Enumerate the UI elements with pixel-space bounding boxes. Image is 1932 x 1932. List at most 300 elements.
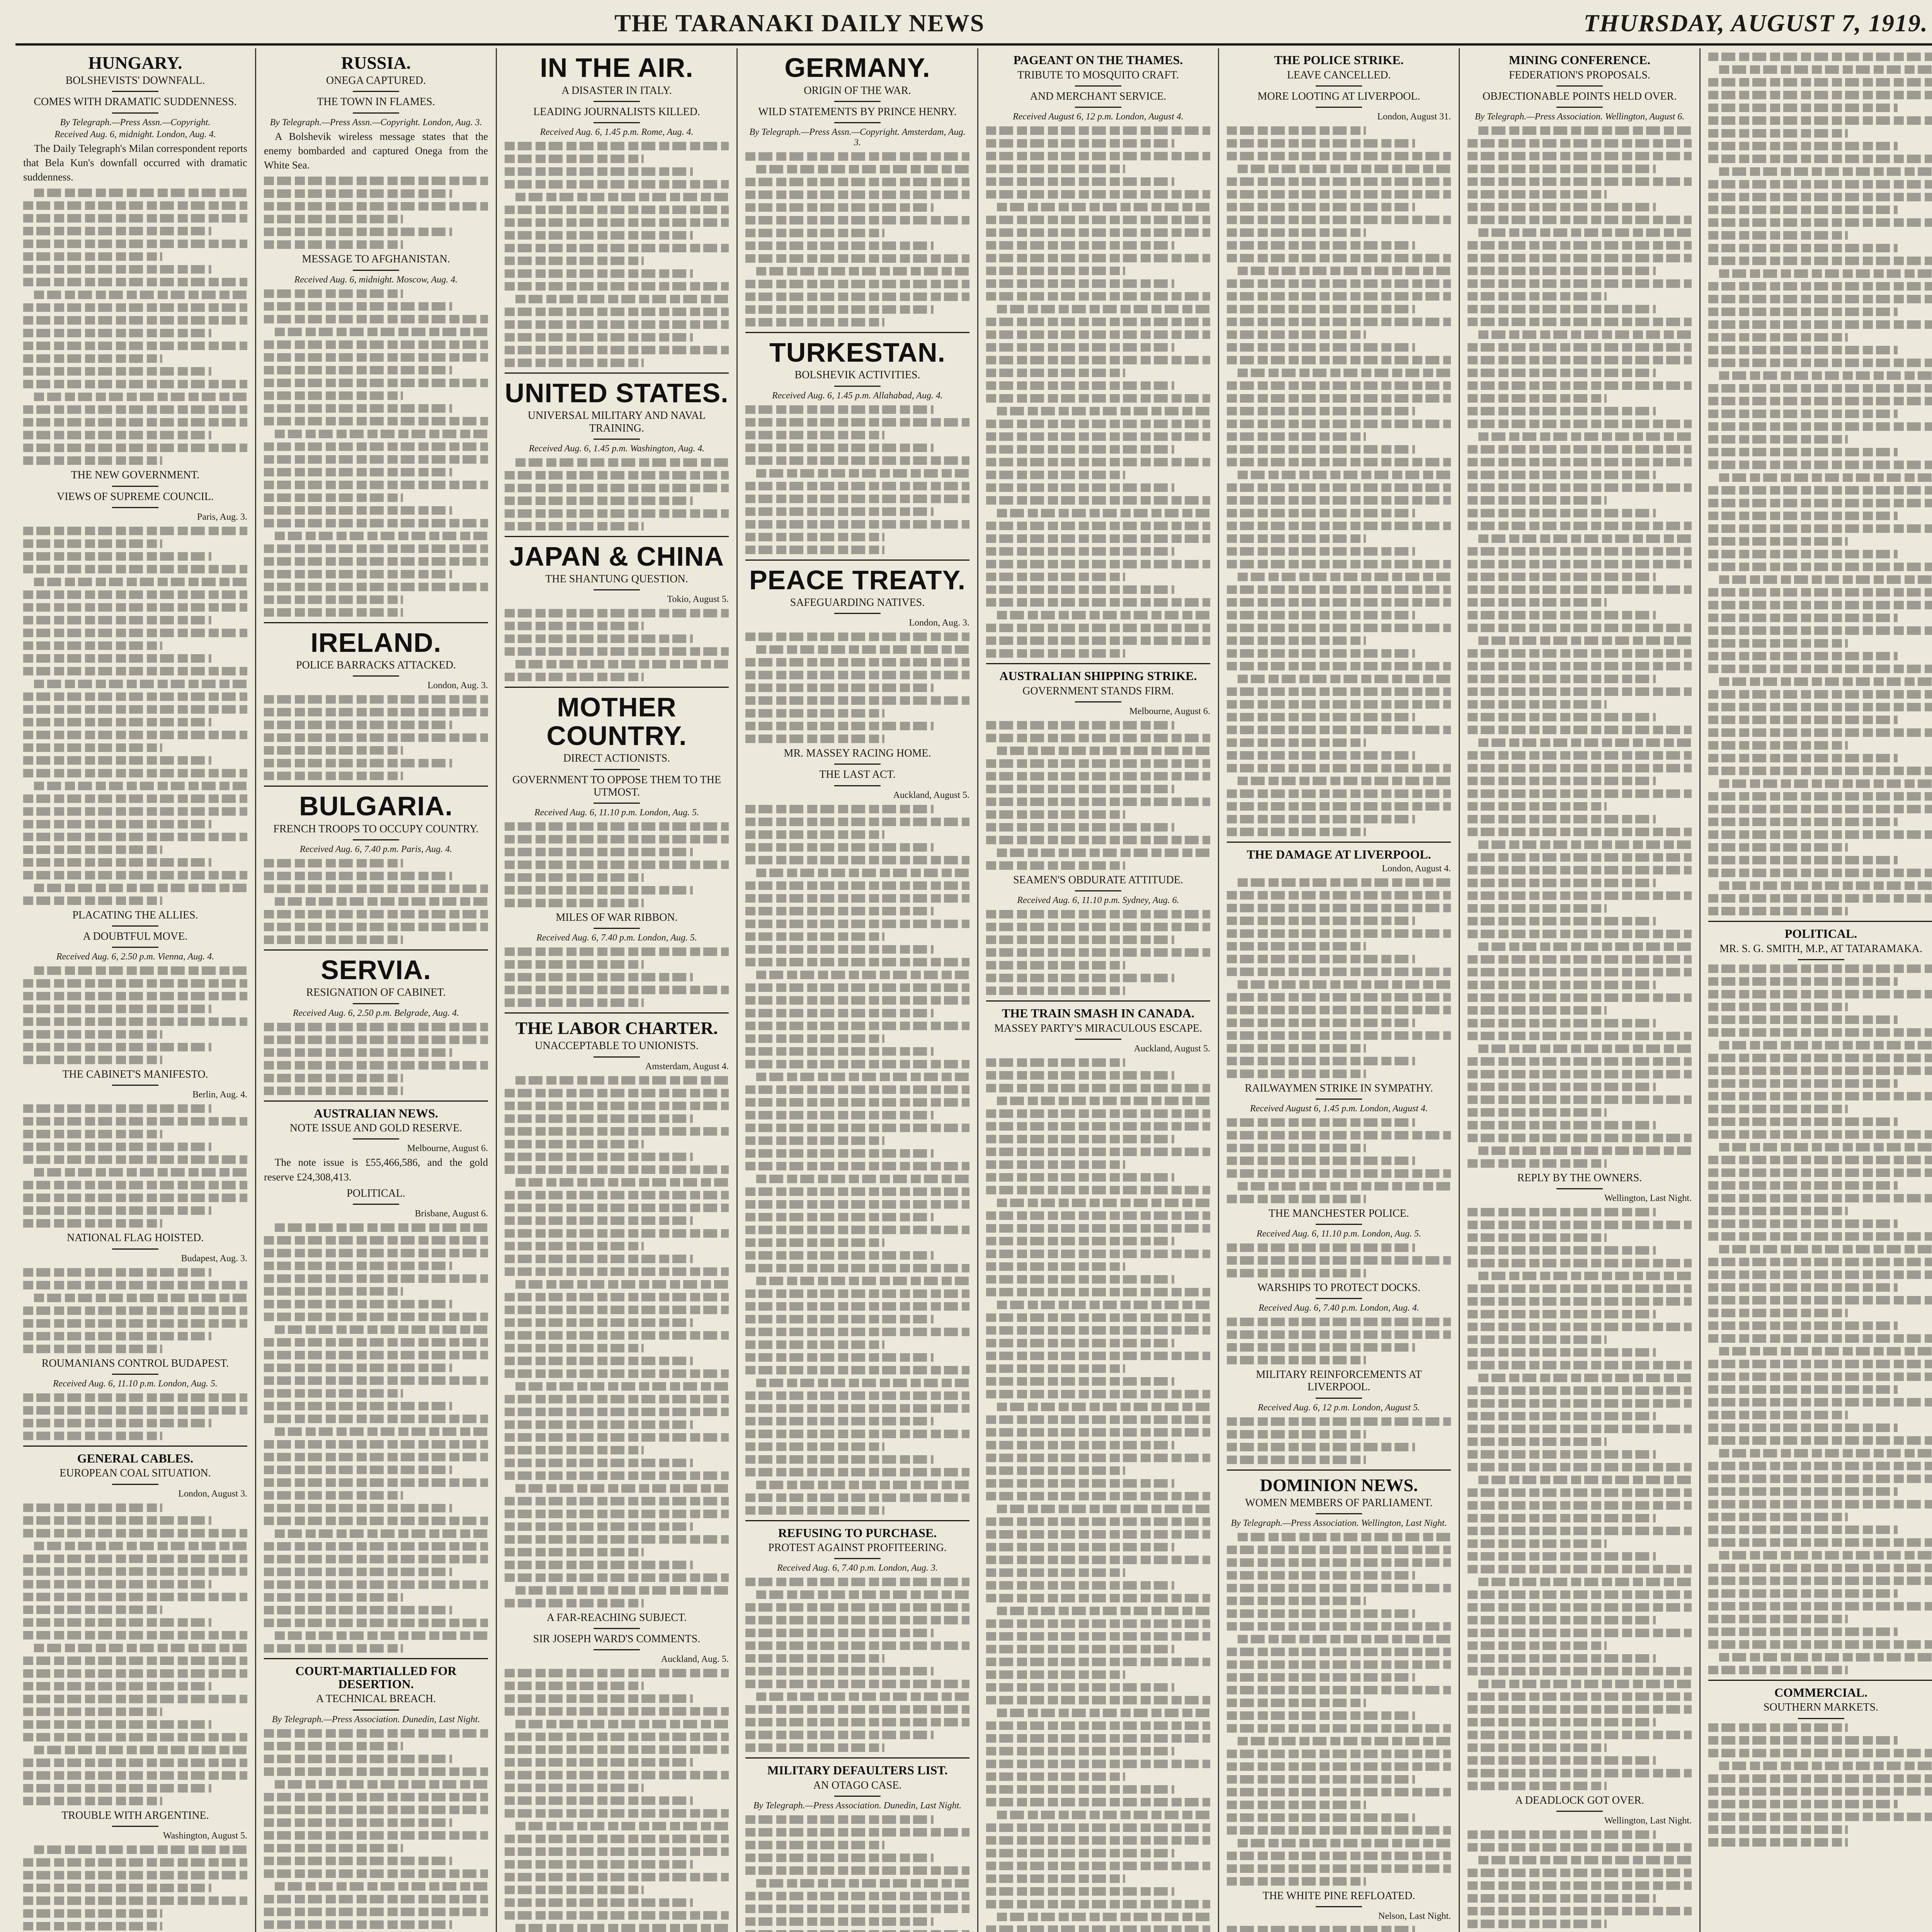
text-line bbox=[275, 1223, 488, 1232]
text-line bbox=[1227, 1256, 1451, 1265]
text-line bbox=[1468, 1501, 1692, 1510]
text-line bbox=[1708, 626, 1932, 635]
text-line bbox=[505, 1733, 729, 1741]
text-line bbox=[745, 482, 969, 490]
text-line bbox=[1708, 1105, 1848, 1113]
article-dateline: Berlin, Aug. 4. bbox=[192, 1090, 247, 1100]
text-line bbox=[745, 1578, 969, 1586]
text-line bbox=[756, 1379, 969, 1387]
text-line bbox=[1478, 1146, 1692, 1155]
text-line bbox=[1468, 1920, 1607, 1928]
text-line bbox=[1468, 1348, 1656, 1357]
subheading-dash bbox=[834, 613, 881, 614]
article-headline: THE POLICE STRIKE. bbox=[1274, 53, 1404, 67]
text-line bbox=[505, 1510, 729, 1518]
text-line bbox=[986, 734, 1210, 742]
text-line bbox=[264, 1742, 403, 1750]
text-line bbox=[745, 1629, 934, 1637]
text-line bbox=[1708, 1003, 1848, 1011]
text-line bbox=[1478, 1680, 1692, 1688]
text-line bbox=[264, 1023, 488, 1031]
text-line bbox=[986, 1785, 1174, 1794]
article-body: The note issue is £55,466,586, and the gold reserve £24,308,413. bbox=[264, 1156, 488, 1183]
text-line bbox=[23, 367, 211, 376]
text-line bbox=[1708, 1838, 1848, 1847]
text-line bbox=[23, 1130, 162, 1138]
text-line bbox=[1227, 751, 1415, 760]
newspaper-title: THE TARANAKI DAILY NEWS bbox=[614, 9, 985, 37]
text-line bbox=[505, 1369, 729, 1378]
text-line bbox=[745, 1718, 969, 1726]
text-line bbox=[505, 1318, 693, 1327]
subheading-dash bbox=[1316, 1298, 1362, 1299]
text-line bbox=[745, 1815, 934, 1824]
text-line bbox=[23, 418, 247, 427]
article-text-block bbox=[745, 152, 969, 327]
text-line bbox=[505, 634, 693, 643]
article-text-block bbox=[23, 1393, 247, 1440]
article-dateline: Received Aug. 6, midnight. Moscow, Aug. 4. bbox=[294, 274, 458, 285]
text-line bbox=[264, 1351, 488, 1359]
text-line bbox=[745, 1111, 934, 1119]
subheading-dash bbox=[112, 1826, 158, 1827]
text-line bbox=[1708, 1736, 1898, 1745]
text-line bbox=[745, 203, 934, 212]
text-line bbox=[1708, 461, 1932, 469]
text-line bbox=[986, 1568, 1125, 1577]
text-line bbox=[1468, 190, 1607, 199]
text-line bbox=[505, 1548, 644, 1556]
text-line bbox=[986, 1874, 1125, 1883]
text-line bbox=[1719, 1041, 1932, 1049]
text-line bbox=[745, 242, 934, 250]
text-line bbox=[986, 1288, 1210, 1296]
text-line bbox=[23, 871, 247, 879]
article-text-block bbox=[986, 1058, 1210, 1932]
article-dateline: By Telegraph.—Press Assn.—Copyright. bbox=[60, 117, 211, 128]
text-line bbox=[1468, 1590, 1692, 1599]
text-line bbox=[1478, 330, 1692, 339]
text-line bbox=[1708, 1207, 1848, 1215]
article-text-block bbox=[505, 947, 729, 1007]
text-line bbox=[986, 1670, 1125, 1679]
text-line bbox=[745, 1892, 969, 1900]
text-line bbox=[986, 1109, 1210, 1118]
text-line bbox=[505, 1408, 729, 1416]
subheading-dash bbox=[834, 1558, 881, 1559]
text-line bbox=[505, 1847, 729, 1856]
text-line bbox=[23, 641, 162, 650]
article-subheading: AND MERCHANT SERVICE. bbox=[1030, 90, 1167, 102]
article-subheading: MILITARY REINFORCEMENTS AT LIVERPOOL. bbox=[1256, 1369, 1422, 1393]
text-line bbox=[986, 836, 1210, 844]
text-line bbox=[264, 1831, 488, 1840]
text-line bbox=[1468, 1425, 1692, 1433]
text-line bbox=[745, 1680, 969, 1688]
text-line bbox=[1227, 1558, 1451, 1567]
text-line bbox=[1708, 1066, 1932, 1075]
columns bbox=[15, 48, 1932, 1932]
text-line bbox=[23, 1281, 247, 1289]
text-line bbox=[264, 772, 403, 780]
text-line bbox=[1238, 1635, 1451, 1643]
text-line bbox=[986, 496, 1210, 505]
text-line bbox=[23, 705, 247, 714]
text-line bbox=[986, 1696, 1210, 1704]
subheading-dash bbox=[834, 1796, 881, 1797]
text-line bbox=[986, 1721, 1210, 1730]
text-line bbox=[1227, 1430, 1366, 1439]
text-line bbox=[264, 746, 403, 755]
text-line bbox=[745, 1442, 884, 1451]
text-line bbox=[1708, 257, 1932, 265]
text-line bbox=[23, 1503, 162, 1512]
text-line bbox=[1708, 843, 1848, 852]
article-dateline: By Telegraph.—Press Association. Dunedin, Last Night. bbox=[272, 1714, 480, 1725]
article-subheading: THE LAST ACT. bbox=[819, 769, 896, 781]
text-line bbox=[745, 1085, 969, 1094]
text-line bbox=[515, 1382, 729, 1391]
text-line bbox=[23, 303, 247, 312]
article-text-block bbox=[986, 126, 1210, 658]
text-line bbox=[1708, 1398, 1932, 1406]
article-text-block bbox=[505, 822, 729, 907]
text-line bbox=[264, 884, 488, 893]
text-line bbox=[505, 1331, 729, 1340]
text-line bbox=[1227, 305, 1415, 313]
text-line bbox=[1227, 1775, 1415, 1784]
text-line bbox=[1708, 410, 1898, 418]
article-headline: DOMINION NEWS. bbox=[1260, 1475, 1418, 1495]
text-line bbox=[1227, 1852, 1451, 1860]
article-dateline: Brisbane, August 6. bbox=[415, 1209, 488, 1219]
text-line bbox=[34, 578, 247, 586]
text-line bbox=[756, 645, 969, 654]
text-line bbox=[986, 330, 1210, 339]
text-line bbox=[986, 458, 1210, 466]
text-line bbox=[505, 320, 729, 329]
text-line bbox=[997, 1097, 1210, 1105]
text-line bbox=[1227, 458, 1451, 466]
text-line bbox=[505, 1835, 729, 1843]
article-dateline: Received Aug. 6, 1.45 p.m. Allahabad, Aug. 4. bbox=[772, 390, 943, 401]
text-line bbox=[264, 1087, 403, 1095]
text-line bbox=[34, 393, 247, 401]
article-subheading: THE TOWN IN FLAMES. bbox=[317, 96, 435, 108]
text-line bbox=[505, 1153, 693, 1161]
text-line bbox=[745, 958, 969, 966]
text-line bbox=[1227, 942, 1366, 951]
article-subheading: A DEADLOCK GOT OVER. bbox=[1515, 1794, 1644, 1807]
text-line bbox=[23, 1319, 247, 1328]
text-line bbox=[275, 1882, 488, 1891]
text-line bbox=[1227, 726, 1451, 734]
text-line bbox=[745, 907, 934, 915]
text-line bbox=[1468, 993, 1692, 1002]
text-line bbox=[1708, 1825, 1848, 1834]
text-line bbox=[1468, 598, 1607, 607]
column-4 bbox=[738, 48, 978, 1932]
section-rule bbox=[264, 1100, 488, 1102]
text-line bbox=[23, 1669, 247, 1678]
text-line bbox=[1227, 330, 1366, 339]
article-text-block bbox=[745, 633, 969, 743]
article-subheading: WOMEN MEMBERS OF PARLIAMENT. bbox=[1245, 1497, 1433, 1509]
text-line bbox=[986, 343, 1174, 352]
text-line bbox=[986, 356, 1210, 364]
text-line bbox=[1227, 815, 1415, 823]
article-subheading: RAILWAYMEN STRIKE IN SYMPATHY. bbox=[1245, 1082, 1433, 1094]
section-rule bbox=[505, 536, 729, 537]
text-line bbox=[1468, 1830, 1656, 1839]
subheading-dash bbox=[834, 764, 881, 765]
text-line bbox=[1468, 445, 1692, 454]
article-headline: RUSSIA. bbox=[341, 53, 411, 73]
text-line bbox=[1468, 573, 1656, 581]
text-line bbox=[986, 432, 1210, 441]
text-line bbox=[1708, 91, 1932, 99]
subheading-dash bbox=[353, 1138, 399, 1139]
text-line bbox=[23, 1554, 247, 1563]
article-headline: COURT-MARTIALLED FOR DESERTION. bbox=[295, 1664, 457, 1691]
text-line bbox=[1227, 828, 1366, 836]
text-line bbox=[505, 257, 644, 265]
text-line bbox=[1708, 333, 1848, 342]
text-line bbox=[264, 1313, 488, 1321]
subheading-dash bbox=[1316, 1398, 1362, 1399]
text-line bbox=[23, 692, 247, 701]
text-line bbox=[1468, 1616, 1656, 1624]
text-line bbox=[1708, 180, 1932, 189]
text-line bbox=[1227, 636, 1366, 645]
text-line bbox=[1708, 1054, 1932, 1062]
text-line bbox=[23, 794, 247, 803]
text-line bbox=[1719, 779, 1932, 788]
text-line bbox=[986, 772, 1210, 781]
text-line bbox=[1708, 524, 1932, 533]
text-line bbox=[264, 1542, 488, 1551]
text-line bbox=[505, 522, 644, 531]
article-subheading: TROUBLE WITH ARGENTINE. bbox=[61, 1809, 209, 1821]
text-line bbox=[745, 996, 969, 1005]
text-line bbox=[1708, 665, 1932, 673]
text-line bbox=[23, 731, 247, 739]
column-2 bbox=[256, 48, 497, 1932]
text-line bbox=[986, 1415, 1210, 1424]
text-line bbox=[1708, 792, 1932, 801]
text-line bbox=[997, 203, 1210, 211]
text-line bbox=[264, 1593, 403, 1602]
text-line bbox=[264, 302, 452, 311]
text-line bbox=[23, 227, 211, 235]
article-text-block bbox=[1227, 1118, 1451, 1203]
text-line bbox=[1238, 1839, 1451, 1847]
subheading-dash bbox=[1075, 1039, 1121, 1040]
text-line bbox=[745, 1098, 969, 1107]
text-line bbox=[1227, 560, 1451, 568]
text-line bbox=[986, 1772, 1125, 1781]
text-line bbox=[1238, 369, 1451, 377]
text-line bbox=[997, 611, 1210, 619]
article-dateline: By Telegraph.—Press Assn.—Copyright. Amsterdam, Aug. 3. bbox=[749, 127, 966, 148]
section-rule bbox=[986, 1000, 1210, 1002]
text-line bbox=[23, 1017, 247, 1026]
text-line bbox=[505, 509, 729, 518]
article-headline: COMMERCIAL. bbox=[1774, 1685, 1867, 1699]
text-line bbox=[264, 759, 452, 767]
section-rule bbox=[745, 332, 969, 333]
text-line bbox=[997, 747, 1210, 755]
subheading-dash bbox=[112, 1484, 158, 1485]
text-line bbox=[745, 1200, 969, 1209]
article-dateline: Received Aug. 6, 7.40 p.m. London, Aug. 4. bbox=[1259, 1303, 1419, 1313]
text-line bbox=[1478, 534, 1692, 543]
text-line bbox=[1227, 1877, 1366, 1886]
text-line bbox=[23, 992, 247, 1000]
text-line bbox=[745, 1022, 969, 1030]
text-line bbox=[745, 533, 884, 541]
text-line bbox=[986, 810, 1125, 819]
text-line bbox=[745, 658, 969, 667]
text-line bbox=[23, 1884, 211, 1892]
text-line bbox=[1468, 1121, 1656, 1129]
text-line bbox=[1468, 1437, 1607, 1446]
text-line bbox=[23, 1871, 247, 1879]
text-line bbox=[264, 404, 452, 413]
text-line bbox=[986, 445, 1174, 454]
text-line bbox=[1227, 203, 1415, 211]
text-line bbox=[1468, 496, 1607, 505]
article-headline: THE TRAIN SMASH IN CANADA. bbox=[1002, 1006, 1195, 1020]
article-dateline: Received Aug. 6, 11.10 p.m. London, Aug. 5. bbox=[53, 1378, 218, 1389]
text-line bbox=[1227, 1006, 1451, 1014]
text-line bbox=[986, 1160, 1125, 1169]
text-line bbox=[1468, 917, 1656, 925]
text-line bbox=[986, 573, 1125, 581]
text-line bbox=[986, 292, 1210, 301]
text-line bbox=[515, 1076, 729, 1085]
text-line bbox=[1478, 228, 1692, 237]
text-line bbox=[745, 1468, 969, 1476]
text-line bbox=[23, 1682, 211, 1690]
text-line bbox=[23, 1056, 162, 1064]
text-line bbox=[1708, 142, 1898, 150]
text-line bbox=[1708, 308, 1898, 316]
text-line bbox=[1227, 1330, 1451, 1339]
article-subheading: LEADING JOURNALISTS KILLED. bbox=[533, 105, 700, 118]
text-line bbox=[1227, 1609, 1415, 1618]
text-line bbox=[23, 1708, 162, 1716]
text-line bbox=[986, 948, 1210, 957]
text-line bbox=[1227, 1417, 1451, 1426]
text-line bbox=[1468, 1246, 1656, 1255]
article-headline: TURKESTAN. bbox=[769, 337, 946, 367]
text-line bbox=[997, 509, 1210, 517]
text-line bbox=[1719, 473, 1932, 482]
article-subheading: OBJECTIONABLE POINTS HELD OVER. bbox=[1482, 90, 1677, 102]
text-line bbox=[505, 142, 729, 150]
text-line bbox=[23, 845, 162, 854]
text-line bbox=[505, 1446, 644, 1454]
text-line bbox=[986, 318, 1210, 326]
text-line bbox=[745, 1493, 969, 1502]
article-headline: UNITED STATES. bbox=[505, 378, 729, 408]
article-headline: POLITICAL. bbox=[1784, 927, 1857, 940]
text-line bbox=[264, 1491, 403, 1500]
text-line bbox=[745, 1009, 934, 1017]
subheading-dash bbox=[112, 947, 158, 948]
text-line bbox=[1468, 1259, 1692, 1267]
text-line bbox=[23, 756, 211, 765]
text-line bbox=[986, 1836, 1210, 1845]
article-dateline: Received Aug. 6, 1.45 p.m. Washington, Aug. 4. bbox=[529, 443, 705, 454]
text-line bbox=[745, 546, 884, 554]
text-line bbox=[745, 1391, 969, 1400]
subheading-dash bbox=[1316, 1906, 1362, 1907]
text-line bbox=[515, 1720, 729, 1728]
text-line bbox=[745, 1603, 969, 1612]
text-line bbox=[505, 1293, 729, 1301]
text-line bbox=[34, 782, 247, 790]
text-line bbox=[264, 1074, 403, 1082]
text-line bbox=[745, 1353, 934, 1362]
text-line bbox=[1227, 228, 1366, 237]
text-line bbox=[23, 1268, 211, 1277]
text-line bbox=[1708, 907, 1848, 915]
text-line bbox=[756, 1481, 969, 1489]
text-line bbox=[264, 1793, 488, 1801]
text-line bbox=[1468, 509, 1656, 517]
article-dateline: By Telegraph.—Press Association. Wellington, Last Night. bbox=[1231, 1518, 1447, 1528]
text-line bbox=[986, 228, 1210, 237]
text-line bbox=[745, 444, 934, 452]
text-line bbox=[1708, 320, 1932, 329]
subheading-dash bbox=[112, 91, 158, 92]
text-line bbox=[1719, 1143, 1932, 1151]
text-line bbox=[986, 534, 1210, 543]
subheading-dash bbox=[353, 839, 399, 840]
text-line bbox=[1468, 687, 1692, 696]
text-line bbox=[264, 1300, 452, 1308]
text-line bbox=[1468, 777, 1656, 785]
text-line bbox=[997, 1199, 1210, 1207]
text-line bbox=[23, 539, 162, 548]
text-line bbox=[1708, 1258, 1932, 1266]
text-line bbox=[1468, 1284, 1692, 1293]
section-rule bbox=[23, 1446, 247, 1447]
text-line bbox=[1227, 955, 1415, 963]
text-line bbox=[1468, 1756, 1656, 1765]
subheading-dash bbox=[1316, 85, 1362, 87]
text-line bbox=[515, 1178, 729, 1187]
text-line bbox=[505, 1102, 729, 1110]
text-line bbox=[745, 1841, 884, 1849]
text-line bbox=[986, 1683, 1174, 1692]
text-line bbox=[986, 823, 1174, 832]
text-line bbox=[23, 1432, 162, 1440]
article-headline: MINING CONFERENCE. bbox=[1509, 53, 1651, 67]
text-line bbox=[1708, 448, 1898, 456]
text-line bbox=[1227, 1195, 1366, 1203]
text-line bbox=[1227, 1597, 1366, 1605]
text-line bbox=[505, 308, 729, 316]
text-line bbox=[505, 206, 729, 214]
text-line bbox=[1468, 165, 1656, 173]
text-line bbox=[986, 1619, 1210, 1628]
text-line bbox=[997, 1301, 1210, 1309]
text-line bbox=[505, 346, 729, 354]
text-line bbox=[1227, 241, 1415, 250]
